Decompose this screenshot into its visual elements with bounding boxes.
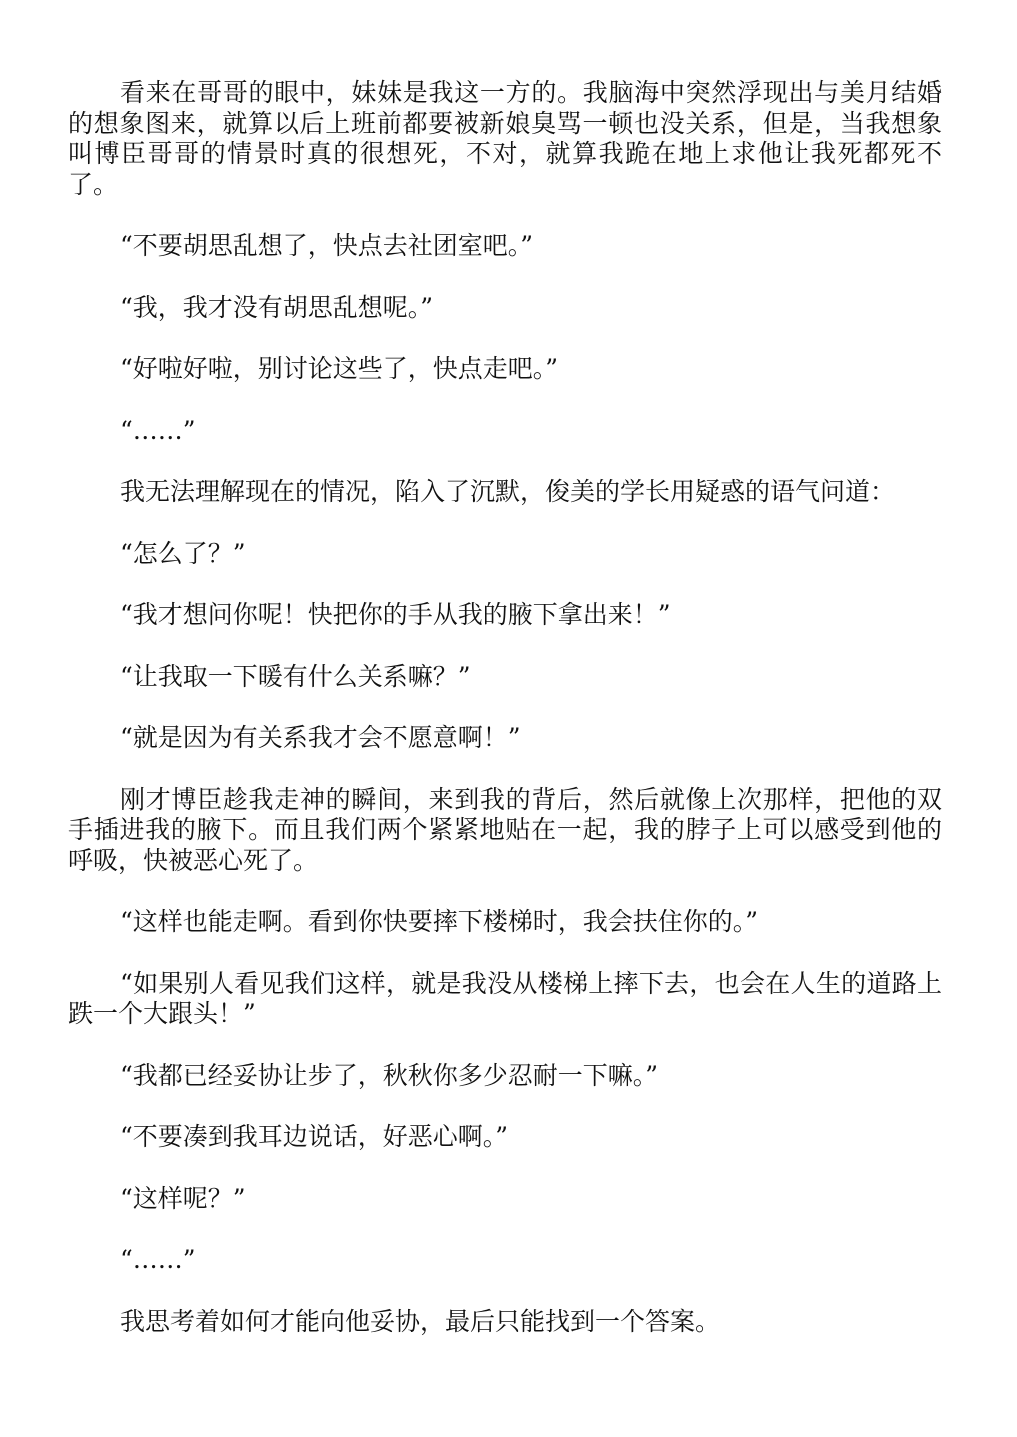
paragraph-17: “……” bbox=[120, 1245, 196, 1274]
paragraph-15: “不要凑到我耳边说话，好恶心啊。” bbox=[120, 1122, 509, 1151]
paragraph-14: “我都已经妥协让步了，秋秋你多少忍耐一下嘛。” bbox=[120, 1060, 659, 1090]
paragraph-1: 看来在哥哥的眼中，妹妹是我这一方的。我脑海中突然浮现出与美月结婚的想象图来，就算以后上班前都要被新娘臭骂一顿也没关系，但是，当我想象叫博臣哥哥的情景时真的很想死，不对，就算我跪在地上求他让我死都死不了。 bbox=[68, 78, 942, 199]
paragraph-7: “怎么了？” bbox=[120, 538, 246, 568]
paragraph-9: “让我取一下暖有什么关系嘛？” bbox=[120, 661, 471, 691]
paragraph-6: 我无法理解现在的情况，陷入了沉默，俊美的学长用疑惑的语气问道： bbox=[120, 477, 896, 506]
document-body bbox=[68, 78, 942, 1368]
paragraph-11: 刚才博臣趁我走神的瞬间，来到我的背后，然后就像上次那样，把他的双手插进我的腋下。而且我们两个紧紧地贴在一起，我的脖子上可以感受到他的呼吸，快被恶心死了。 bbox=[68, 784, 942, 875]
paragraph-4: “好啦好啦，别讨论这些了，快点走吧。” bbox=[120, 354, 559, 383]
paragraph-18: 我思考着如何才能向他妥协，最后只能找到一个答案。 bbox=[120, 1306, 721, 1336]
paragraph-16: “这样呢？” bbox=[120, 1183, 246, 1213]
paragraph-3: “我，我才没有胡思乱想呢。” bbox=[120, 292, 434, 322]
paragraph-5: “……” bbox=[120, 415, 196, 445]
paragraph-2: “不要胡思乱想了，快点去社团室吧。” bbox=[120, 231, 534, 260]
paragraph-13: “如果别人看见我们这样，就是我没从楼梯上摔下去，也会在人生的道路上跌一个大跟头！” bbox=[68, 968, 942, 1028]
paragraph-10: “就是因为有关系我才会不愿意啊！” bbox=[120, 723, 521, 752]
paragraph-12: “这样也能走啊。看到你快要摔下楼梯时，我会扶住你的。” bbox=[120, 907, 759, 936]
paragraph-8: “我才想问你呢！快把你的手从我的腋下拿出来！” bbox=[120, 600, 671, 629]
